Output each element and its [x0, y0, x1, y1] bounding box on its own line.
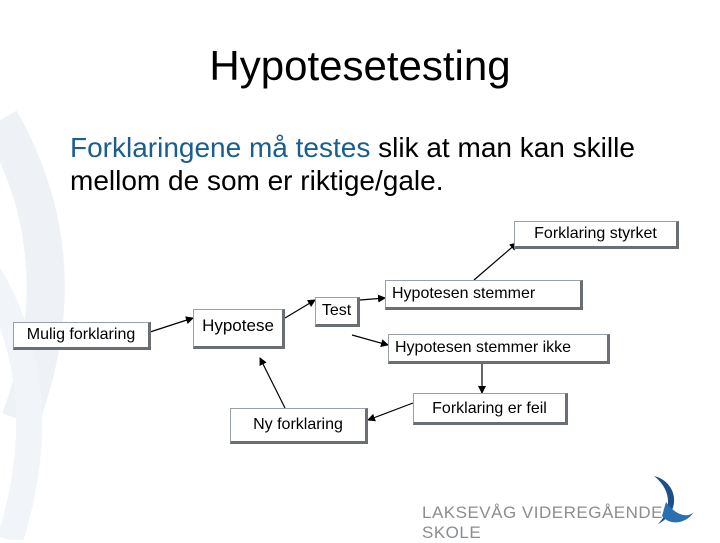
arrow-mulig-to-hypotese	[150, 318, 193, 332]
box-test-label: Test	[321, 302, 352, 319]
box-forklaring-styrket	[514, 221, 679, 249]
box-test	[315, 297, 360, 327]
box-hypotese	[193, 309, 285, 349]
box-hypotesen-stemmer-ikke	[388, 334, 610, 364]
box-mulig-forklaring-label: Mulig forklaring	[26, 326, 136, 343]
box-ny-forklaring-label: Ny forklaring	[253, 416, 343, 433]
intro-rest: slik at man kan skille mellom de som er riktige/gale.	[70, 132, 635, 196]
slide-title: Hypotesetesting	[209, 42, 511, 89]
intro-text	[70, 131, 690, 197]
box-mulig-forklaring	[13, 322, 151, 350]
school-logo-text: LAKSEVÅG VIDEREGÅENDE SKOLE	[422, 503, 664, 542]
arrow-hypotese-to-test	[285, 300, 315, 318]
box-hypotesen-stemmer-ikke-label: Hypotesen stemmer ikke	[395, 339, 572, 356]
arrow-stemmer-to-styrket	[474, 243, 517, 280]
box-hypotesen-stemmer-label: Hypotesen stemmer	[392, 285, 536, 302]
intro-highlight: Forklaringene må testes	[70, 132, 371, 163]
box-ny-forklaring	[230, 408, 368, 444]
box-forklaring-styrket-label: Forklaring styrket	[534, 225, 657, 242]
arrow-test-to-stemmer-ikke	[352, 335, 388, 345]
arrow-ny-to-hypotese	[260, 358, 285, 408]
box-forklaring-er-feil	[413, 393, 568, 425]
box-forklaring-er-feil-label: Forklaring er feil	[432, 400, 547, 417]
arrow-test-to-stemmer	[360, 298, 385, 300]
box-hypotesen-stemmer	[385, 280, 583, 310]
arrow-feil-to-ny	[368, 403, 413, 420]
school-logo-icon	[636, 472, 696, 528]
box-hypotese-label: Hypotese	[202, 316, 274, 335]
